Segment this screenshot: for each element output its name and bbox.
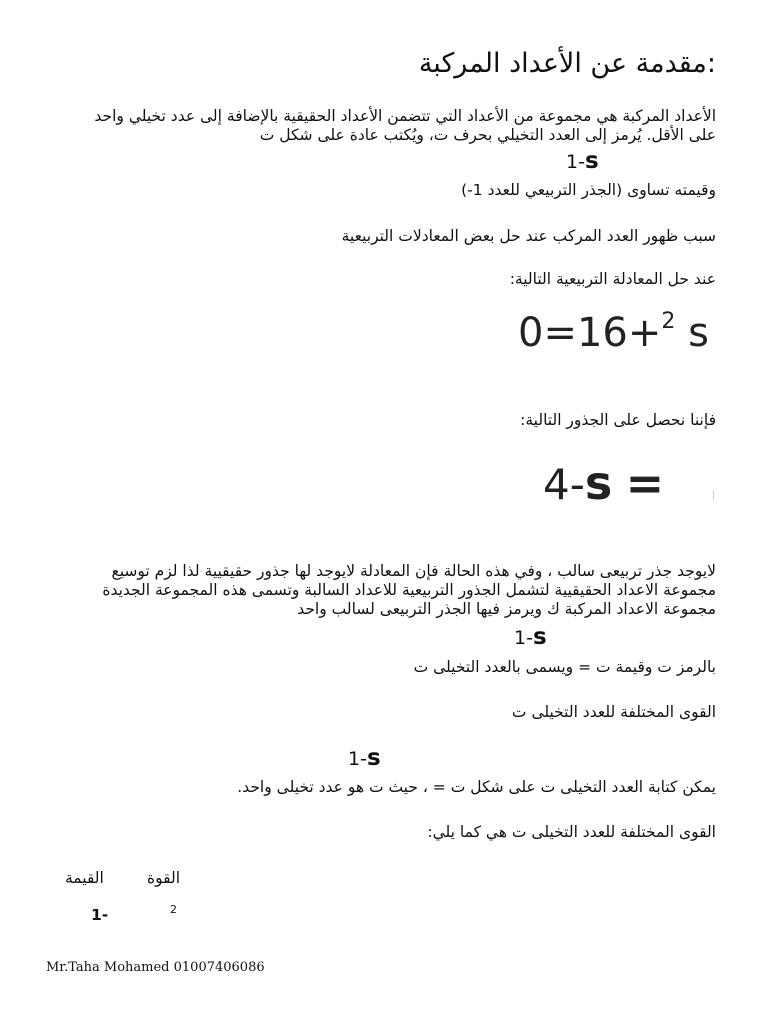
writing-line: يمكن كتابة العدد التخيلى ت على شكل ت = ، حيث ت هو عدد تخيلى واحد. — [237, 778, 716, 796]
table-header-power: القوة — [147, 869, 180, 887]
sqrt-symbol: s — [532, 624, 547, 650]
sqrt-radicand: 1- — [348, 748, 367, 770]
roots-radicand: 4- — [543, 460, 585, 509]
table-cell-power: 2 — [170, 903, 177, 916]
reason-line: سبب ظهور العدد المركب عند حل بعض المعادلات التربيعية — [341, 227, 716, 245]
intro-paragraph: الأعداد المركبة هي مجموعة من الأعداد التي تتضمن الأعداد الحقيقية بالإضافة إلى عدد تخيلي واحد على الأقل. يُرمز إلى العدد التخيلي بحرف ت، ويُكتب عادة على شكل ت — [94, 107, 716, 144]
equation-power: 2 — [661, 308, 676, 334]
table-cell-value: 1- — [91, 906, 109, 924]
roots-sign: = — [625, 456, 665, 510]
roots-equation — [543, 456, 664, 510]
roots-intro: فإننا نحصل على الجذور التالية: — [520, 411, 716, 429]
equation-variable: s — [688, 310, 709, 356]
sqrt-symbol: s — [584, 148, 599, 174]
table-header-value: القيمة — [65, 869, 104, 887]
sqrt-expression-2 — [514, 624, 547, 650]
sqrt-radicand: 1- — [566, 151, 585, 173]
explanation-paragraph: لايوجد جذر تربيعى سالب ، وفي هذه الحالة فإن المعادلة لايوجد لها جذور حقيقيية لذا لزم توسيع مجموعة الاعداد الحقيقيية لتشمل الجذور التربيعية للاعداد السالبة وتسمى هذه المجموعة الجديدة مجموعة الاعداد المركبة ك ويرمز فيها الجذر التربيعى لسالب واحد — [102, 562, 716, 618]
symbol-line: بالرمز ت وقيمة ت = ويسمى بالعدد التخيلى ت — [413, 658, 716, 676]
quadratic-equation — [518, 310, 709, 356]
equation-lhs: 0=16+ — [518, 310, 662, 356]
sqrt-radicand: 1- — [514, 627, 533, 649]
powers-heading-1: القوى المختلفة للعدد التخيلى ت — [511, 703, 716, 721]
sqrt-expression-1 — [566, 148, 599, 174]
equation-intro: عند حل المعادلة التربيعية التالية: — [509, 270, 716, 288]
footer-credit: Mr.Taha Mohamed 01007406086 — [46, 960, 265, 975]
roots-symbol: s — [584, 456, 613, 510]
page-title: :مقدمة عن الأعداد المركبة — [418, 48, 716, 79]
sqrt-expression-3 — [348, 745, 381, 771]
value-line: وقيمته تساوى (الجذر التربيعي للعدد 1-) — [461, 181, 716, 199]
sqrt-symbol: s — [366, 745, 381, 771]
powers-heading-2: القوى المختلفة للعدد التخيلى ت هي كما يلي: — [427, 823, 716, 841]
divider-mark — [713, 490, 714, 500]
